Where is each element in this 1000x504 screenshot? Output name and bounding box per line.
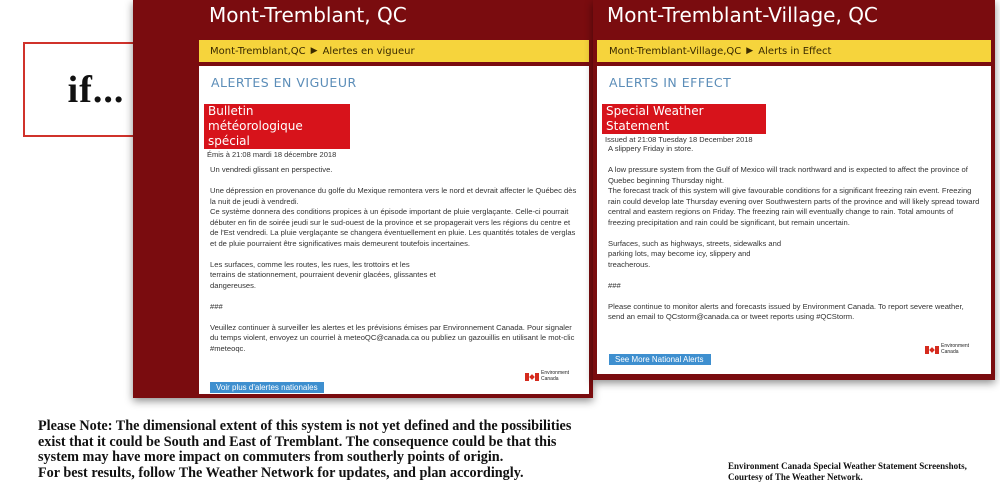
alerts-heading: ALERTS IN EFFECT bbox=[609, 75, 732, 90]
alert-paragraph: Veuillez continuer à surveiller les alertes et les prévisions émises par Environnement Canada. Pour signaler du temps violent, envoyez un courriel à meteoQC@canada.ca ou publiez un gazouillis en utilisant le mot-clic #meteoqc. bbox=[210, 322, 575, 353]
location-title: Mont-Tremblant-Village, QC bbox=[607, 3, 878, 27]
environment-canada-logo bbox=[525, 371, 569, 382]
location-title: Mont-Tremblant, QC bbox=[209, 3, 407, 27]
alert-paragraph: Les surfaces, comme les routes, les rues, les trottoirs et les terrains de stationnement, pourraient devenir glacées, glissantes et dangereuses. bbox=[210, 259, 436, 290]
screenshot-credit: Environment Canada Special Weather Statement Screenshots, Courtesy of The Weather Network. bbox=[728, 461, 967, 482]
issued-timestamp: Issued at 21:08 Tuesday 18 December 2018 bbox=[605, 135, 753, 144]
alert-paragraph: Une dépression en provenance du golfe du Mexique remontera vers le nord et devrait affecter le Québec dès la nuit de jeudi à vendredi. Ce système donnera des conditions propices à un épisode important de pluie verglaçante. Celle-ci pourrait débuter en fin de soirée jeudi sur le sud-ouest de la province et se propagerait vers les régions du centre et de l'Est vendredi. La pluie verglaçante se changera éventuellement en pluie. Les quantités totales de verglas et de pluie pourraient être significatives mais demeurent toutefois incertaines. bbox=[210, 186, 577, 248]
alerts-heading: ALERTES EN VIGUEUR bbox=[211, 75, 357, 90]
breadcrumb-current-page: Alerts in Effect bbox=[758, 45, 832, 57]
alert-paragraph: ### bbox=[608, 280, 621, 290]
alert-paragraph: Un vendredi glissant en perspective. bbox=[210, 165, 333, 174]
more-national-alerts-button[interactable]: See More National Alerts bbox=[609, 354, 711, 365]
breadcrumb-location-link[interactable]: Mont-Tremblant-Village,QC bbox=[609, 45, 742, 57]
alert-body bbox=[210, 165, 579, 365]
breadcrumb-current-page: Alertes en vigueur bbox=[322, 45, 415, 57]
canada-flag-icon bbox=[525, 373, 539, 381]
alert-paragraph: ### bbox=[210, 301, 223, 311]
canada-flag-icon bbox=[925, 346, 939, 354]
environment-canada-logo bbox=[925, 344, 969, 355]
more-national-alerts-button[interactable]: Voir plus d'alertes nationales bbox=[210, 382, 324, 393]
alert-type-line1: Bulletin météorologique bbox=[208, 104, 303, 133]
breadcrumb bbox=[597, 40, 991, 62]
alert-panel-french bbox=[133, 0, 593, 398]
logo-text: Environment Canada bbox=[541, 370, 570, 382]
alert-paragraph: A slippery Friday in store. bbox=[608, 144, 694, 153]
breadcrumb-arrow-icon: ▶ bbox=[310, 46, 318, 56]
alert-paragraph: Surfaces, such as highways, streets, sidewalks and parking lots, may become icy, slippery and treacherous. bbox=[608, 238, 782, 269]
alert-type-label bbox=[204, 104, 350, 149]
logo-text: Environment Canada bbox=[941, 343, 970, 355]
alert-panel-english bbox=[593, 0, 995, 380]
alert-content bbox=[199, 66, 589, 394]
if-text: if... bbox=[67, 68, 125, 111]
alert-content bbox=[597, 66, 991, 374]
please-note-text: Please Note: The dimensional extent of this system is not yet defined and the possibilities exist that it could be South and East of Tremblant. The consequence could be that this system may have more impact on commuters from southerly points of origin. For best results, follow The Weather Network for updates, and plan accordingly. bbox=[38, 418, 572, 481]
breadcrumb bbox=[199, 40, 589, 62]
issued-timestamp: Émis à 21:08 mardi 18 décembre 2018 bbox=[207, 150, 337, 159]
alert-type-label: Special Weather Statement bbox=[602, 104, 766, 134]
alert-body bbox=[608, 144, 981, 333]
alert-paragraph: A low pressure system from the Gulf of Mexico will track northward and is expected to affect the province of Quebec beginning Thursday night. The forecast track of this system will give favourable conditions for a significant freezing rain event. Freezing rain could develop late Thursday evening over Southwestern parts of the province and will likely spread toward central and eastern regions on Friday. The freezing rain will eventually change to rain. Total amounts of freezing precipitation and rain could be significant, but remain uncertain. bbox=[608, 165, 980, 227]
breadcrumb-location-link[interactable]: Mont-Tremblant,QC bbox=[210, 45, 306, 57]
alert-type-line2: spécial bbox=[208, 134, 250, 148]
breadcrumb-arrow-icon: ▶ bbox=[746, 46, 754, 56]
alert-paragraph: Please continue to monitor alerts and forecasts issued by Environment Canada. To report severe weather, send an email to QCstorm@canada.ca or tweet reports using #QCStorm. bbox=[608, 301, 964, 321]
